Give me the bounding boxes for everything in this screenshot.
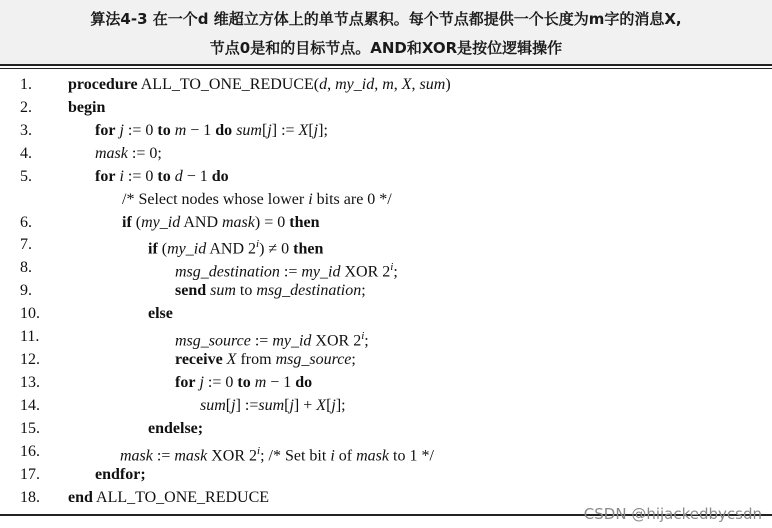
variable: my_id [141,214,181,231]
variable: j [267,122,272,139]
variable: i [119,168,124,185]
variable: d [319,76,328,93]
variable: msg_source [175,332,251,350]
code-token: ) ≠ 0 [259,240,294,258]
variable: m [174,122,187,139]
line-number: 14. [20,397,40,414]
line-number: 2. [20,99,32,116]
code-token: to [235,282,257,299]
caption-line-1: 算法4-3 在一个d 维超立方体上的单节点累积。每个节点都提供一个长度为m字的消息X, [90,10,682,28]
code-token: to 1 */ [389,447,434,465]
variable: j [289,397,294,414]
variable: sum [419,76,446,93]
keyword: for [175,374,196,391]
code-token: XOR 2 [340,263,391,281]
code-text [120,440,434,467]
variable: j [331,397,336,414]
code-token: ( [131,214,142,231]
code-token: of [334,447,357,465]
caption-line-2: 节点0是和的目标节点。AND和XOR是按位逻辑操作 [209,39,563,57]
code-token: ; [361,282,366,299]
code-token: AND [180,214,222,231]
variable: msg_destination [175,263,280,281]
keyword: receive [175,351,223,368]
code-text [68,96,105,119]
variable: sum [258,397,285,414]
code-token: := 0 [123,168,158,185]
variable: i [330,447,335,465]
code-token: ; /* Set bit [260,447,331,465]
code-token: := 0 [203,374,238,391]
keyword: for [95,122,116,139]
code-token: ] := [235,397,259,414]
keyword: end [68,489,93,506]
keyword: if [122,214,132,231]
code-token: − 1 [186,122,216,139]
code-token: , [393,76,402,93]
variable: j [199,374,204,391]
code-token: [ [261,122,268,139]
keyword: else [148,305,173,322]
code-token: ; [351,351,356,368]
superscript-exponent: i [257,445,261,457]
code-token: [ [308,122,314,139]
variable: j [119,122,124,139]
line-number: 16. [20,443,40,460]
variable: msg_source [275,351,352,368]
keyword: to [157,168,171,185]
code-text [95,142,162,165]
code-token: ] + [293,397,317,414]
variable: msg_destination [256,282,362,299]
line-number: 12. [20,351,40,368]
keyword: then [293,240,324,258]
code-token: ( [157,240,168,258]
line-number: 4. [20,145,32,162]
variable: m [254,374,267,391]
variable: mask [120,447,153,465]
variable: mask [95,145,128,162]
keyword: to [237,374,251,391]
code-token: /* Select nodes whose lower [122,191,309,208]
code-text [148,302,173,325]
variable: j [231,397,236,414]
top-rule [0,64,772,66]
keyword: then [289,214,320,231]
code-token: , [411,76,420,93]
code-token: ; [364,332,369,350]
variable: X [316,397,327,414]
code-token: := [152,447,175,465]
variable: mask [222,214,255,231]
code-text [175,371,312,394]
keyword: do [215,122,233,139]
variable: mask [174,447,208,465]
keyword: endelse; [148,420,204,437]
variable: my_id [301,263,341,281]
code-token: ALL_TO_ONE_REDUCE( [137,76,320,93]
line-number: 18. [20,489,40,506]
code-token: [ [326,397,332,414]
code-text [68,486,269,509]
code-token: ) = 0 [254,214,290,231]
keyword: send [175,282,207,299]
code-token: := [279,263,302,281]
line-number: 8. [20,259,32,276]
variable: sum [210,282,236,299]
code-token: XOR 2 [207,447,258,465]
variable: j [313,122,319,139]
code-token: [ [284,397,290,414]
code-token: from [236,351,276,368]
code-token: ) [445,76,451,93]
line-number: 7. [20,236,32,253]
code-token: ] := [271,122,299,139]
variable: my_id [167,240,207,258]
code-text [68,73,451,96]
code-token: XOR 2 [311,332,362,350]
variable: X [401,76,412,93]
code-token: := 0 [123,122,158,139]
variable: my_id [272,332,312,350]
algorithm-caption [0,0,772,64]
line-number: 15. [20,420,40,437]
code-text [175,348,356,371]
variable: i [308,191,313,208]
code-token: [ [225,397,232,414]
code-token: − 1 [266,374,296,391]
line-number: 17. [20,466,40,483]
variable: m [382,76,394,93]
superscript-exponent: i [390,261,394,273]
variable: d [174,168,183,185]
keyword: to [157,122,171,139]
line-number: 13. [20,374,40,391]
code-token: , [327,76,336,93]
code-text [148,417,203,440]
keyword: begin [68,99,106,116]
code-text [95,165,229,188]
line-number: 11. [20,328,40,345]
keyword: do [295,374,313,391]
keyword: do [211,168,229,185]
variable: my_id [335,76,375,93]
code-token: := 0; [127,145,162,162]
line-number: 10. [20,305,40,322]
code-token: , [374,76,383,93]
separator-rule [0,68,772,69]
keyword: procedure [68,76,138,93]
code-token: ]; [318,122,328,139]
code-token: ; [393,263,398,281]
variable: X [298,122,309,139]
code-token: := [250,332,273,350]
variable: mask [356,447,389,465]
code-text [95,119,328,142]
code-token: ]; [335,397,346,414]
code-token: − 1 [182,168,212,185]
code-text [95,463,146,486]
superscript-exponent: i [256,238,260,250]
line-number: 6. [20,214,32,231]
code-token: ALL_TO_ONE_REDUCE [92,489,270,506]
variable: sum [236,122,262,139]
code-text [175,279,366,302]
variable: X [226,351,237,368]
superscript-exponent: i [361,330,365,342]
code-token: bits are 0 */ [312,191,392,208]
keyword: for [95,168,116,185]
line-number: 5. [20,168,32,185]
code-text [122,188,392,211]
code-text [200,394,346,417]
line-number: 9. [20,282,32,299]
keyword: if [148,240,158,258]
watermark: CSDN @hijackedbycsdn [583,505,762,523]
code-token: AND 2 [206,240,256,258]
line-number: 1. [20,76,32,93]
line-number: 3. [20,122,32,139]
keyword: endfor; [95,466,146,483]
variable: sum [200,397,226,414]
code-text [122,211,319,234]
